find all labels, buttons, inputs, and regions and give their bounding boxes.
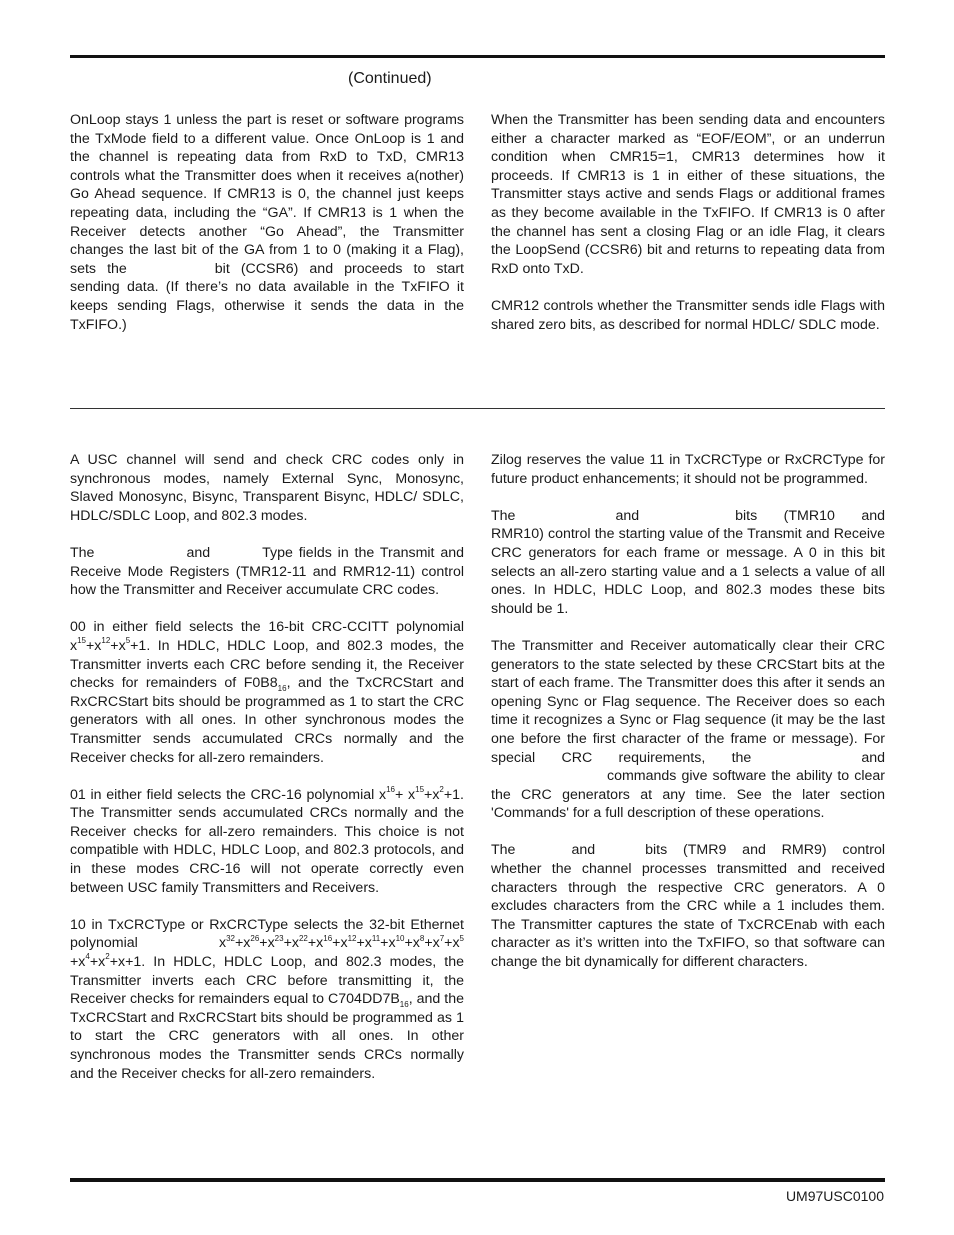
section-divider [70, 408, 885, 409]
top-rule [70, 55, 885, 58]
paragraph: The and bits (TMR10 and RMR10) control the starting value of the Transmit and Receive CRC generators for each frame or message. A 0 in this bit selects an all-zero starting value and a 1 selects a value of all ones. In HDLC, HDLC Loop, and 802.3 modes these bits should be 1. [491, 507, 885, 617]
paragraph: When the Transmitter has been sending data and encounters either a character marked as “EOF/EOM”, or an underrun condition when CMR15=1, CMR13 determines how it proceeds. If CMR13 is 1 in either of these situations, the Transmitter stays active and sends Flags or additional frames as they become available in the TxFIFO. If CMR13 is 0 after the channel has sent a closing Flag or an idle Flag, it clears the LoopSend (CCSR6) bit and returns to repeating data from RxD onto TxD. [491, 112, 885, 277]
paragraph: A USC channel will send and check CRC codes only in synchronous modes, namely External Sync, Monosync, Slaved Monosync, Bisync, Transparent Bisync, HDLC/ SDLC, HDLC/SDLC Loop, and 802.3 modes. [70, 452, 464, 524]
section2-right-column [491, 451, 885, 990]
section2-left-column [70, 451, 464, 1102]
section1-right-column [491, 111, 885, 353]
paragraph: The Transmitter and Receiver automatically clear their CRC generators to the state selected by these CRCStart bits at the start of each frame. The Transmitter does this after it sends an opening Sync or Flag sequence. The Receiver does so each time it recognizes a Sync or Flag sequence (it may be the last one before the first character of the frame or message). For special CRC requirements, the andcommands give software the ability to clear the CRC generators at any time. See the later section 'Commands' for a full description of these operations. [491, 637, 885, 822]
paragraph: CMR12 controls whether the Transmitter sends idle Flags with shared zero bits, as described for normal HDLC/ SDLC mode. [491, 297, 885, 333]
continued-heading: (Continued) [348, 70, 432, 87]
section1-left-column [70, 111, 464, 353]
bottom-rule [70, 1178, 885, 1182]
paragraph: Zilog reserves the value 11 in TxCRCType or RxCRCType for future product enhancements; it should not be programmed. [491, 452, 885, 487]
paragraph: 10 in TxCRCType or RxCRCType selects the 32-bit Ethernet polynomial $x^{32}+x^{26}+x^{23}+x^{22}+x^{16}+x^{12}+x^{11}+x^{10}+x^8+x^7+x^5 +x^4+x^2+x+1$. In HDLC, HDLC Loop, and 802.3 modes, the Transmitter inverts each CRC before transmitting it, the Receiver checks for remainders equal to $C704DD7B_{16}$, and the TxCRCStart and RxCRCStart bits should be programmed as 1 to start the CRC generators with all ones. In other synchronous modes the Transmitter sends CRCs normally and the Receiver checks for all-zero remainders. [70, 916, 464, 1082]
paragraph: The and bits (TMR9 and RMR9) control whether the channel processes transmitted and received characters through the respective CRC generators. A 0 excludes characters from the CRC while a 1 includes them. The Transmitter captures the state of TxCRCEnab with each character as it’s written into the TxFIFO, so that software can change the bit dynamically for different characters. [491, 842, 885, 971]
paragraph: The and Type fields in the Transmit and Receive Mode Registers (TMR12-11 and RMR12-11) control how the Transmitter and Receiver accumulate CRC codes. [70, 544, 464, 599]
paragraph: OnLoop stays 1 unless the part is reset or software programs the TxMode field to a different value. Once OnLoop is 1 and the channel is repeating data from RxD to TxD, CMR13 controls what the Transmitter does when it receives a(nother) Go Ahead sequence. If CMR13 is 0, the channel just keeps repeating data, including the “GA”. If CMR13 is 1 when the Receiver detects another “Go Ahead”, the Transmitter changes the last bit of the GA from 1 to 0 (making it a Flag), sets the bit (CCSR6) and proceeds to start sending data. (If there’s no data available in the TxFIFO it keeps sending Flags, otherwise it sends the data in the TxFIFO.) [70, 112, 464, 333]
document-id: UM97USC0100 [785, 1188, 884, 1204]
paragraph: 00 in either field selects the 16-bit CRC-CCITT polynomial $x^{15}+x^{12}+x^5+1$. In HDLC, HDLC Loop, and 802.3 modes, the Transmitter inverts each CRC before sending it, the Receiver checks for remainders of $F0B8_{16}$, and the TxCRCStart and RxCRCStart bits should be programmed as 1 to start the CRC generators with all ones. In other synchronous modes the Transmitter sends accumulated CRCs normally and the Receiver checks for all-zero remainders. [70, 619, 464, 766]
paragraph: 01 in either field selects the CRC-16 polynomial $x^{16}+ x^{15}+x^2+1$. The Transmitter sends accumulated CRCs normally and the Receiver checks for all-zero remainders. This choice is not compatible with HDLC, HDLC Loop, and 802.3 protocols, and in these modes CRC-16 will not operate correctly even between USC family Transmitters and Receivers. [70, 784, 464, 896]
